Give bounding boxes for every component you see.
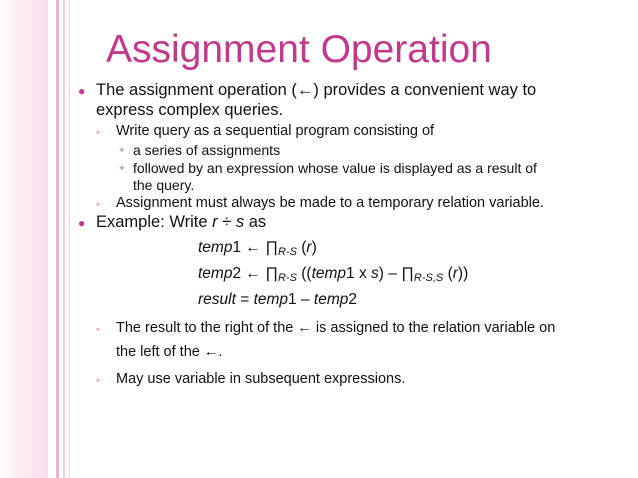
- sub-bullet-text: May use variable in subsequent expressions.: [116, 371, 406, 387]
- sub-bullet-text: Write query as a sequential program consisting of: [116, 123, 435, 139]
- decorative-left-band: [0, 0, 48, 478]
- decorative-stripe: [63, 0, 65, 478]
- sub-bullet-text: the left of the ←.: [116, 344, 223, 360]
- bullet-circle-icon: ◦: [96, 125, 101, 139]
- decorative-stripe: [69, 0, 70, 478]
- slide-title: Assignment Operation: [106, 28, 492, 71]
- bullet-dot-icon: ●: [78, 216, 86, 230]
- bullet-circle-icon: ◦: [96, 197, 101, 211]
- formula-line-1: temp1 ← $\prod_{R-S}$ (r): [198, 239, 317, 258]
- decorative-stripe: [56, 0, 59, 478]
- sub-sub-bullet-text: a series of assignments: [133, 142, 281, 158]
- bullet-text: The assignment operation (←) provides a convenient way to: [96, 81, 537, 99]
- bullet-circle-icon: ◦: [96, 373, 101, 387]
- bullet-star-icon: ✦: [118, 145, 126, 155]
- bullet-text: Example: Write r ÷ s as: [96, 213, 267, 231]
- sub-bullet-text: Assignment must always be made to a temporary relation variable.: [116, 195, 544, 211]
- bullet-text: express complex queries.: [96, 101, 284, 119]
- formula-line-3: result = temp1 – temp2: [198, 291, 357, 308]
- sub-sub-bullet-text: the query.: [133, 177, 195, 193]
- formula-line-2: temp2 ← $\prod_{R-S}$ ((temp1 x $s) - \prod_{R-S,S}$ (r)): [198, 265, 469, 284]
- bullet-dot-icon: ●: [78, 84, 86, 98]
- sub-sub-bullet-text: followed by an expression whose value is displayed as a result of: [133, 160, 537, 176]
- bullet-circle-icon: ◦: [96, 322, 101, 336]
- sub-bullet-text: The result to the right of the ← is assigned to the relation variable on: [116, 320, 556, 336]
- bullet-star-icon: ✦: [118, 163, 126, 173]
